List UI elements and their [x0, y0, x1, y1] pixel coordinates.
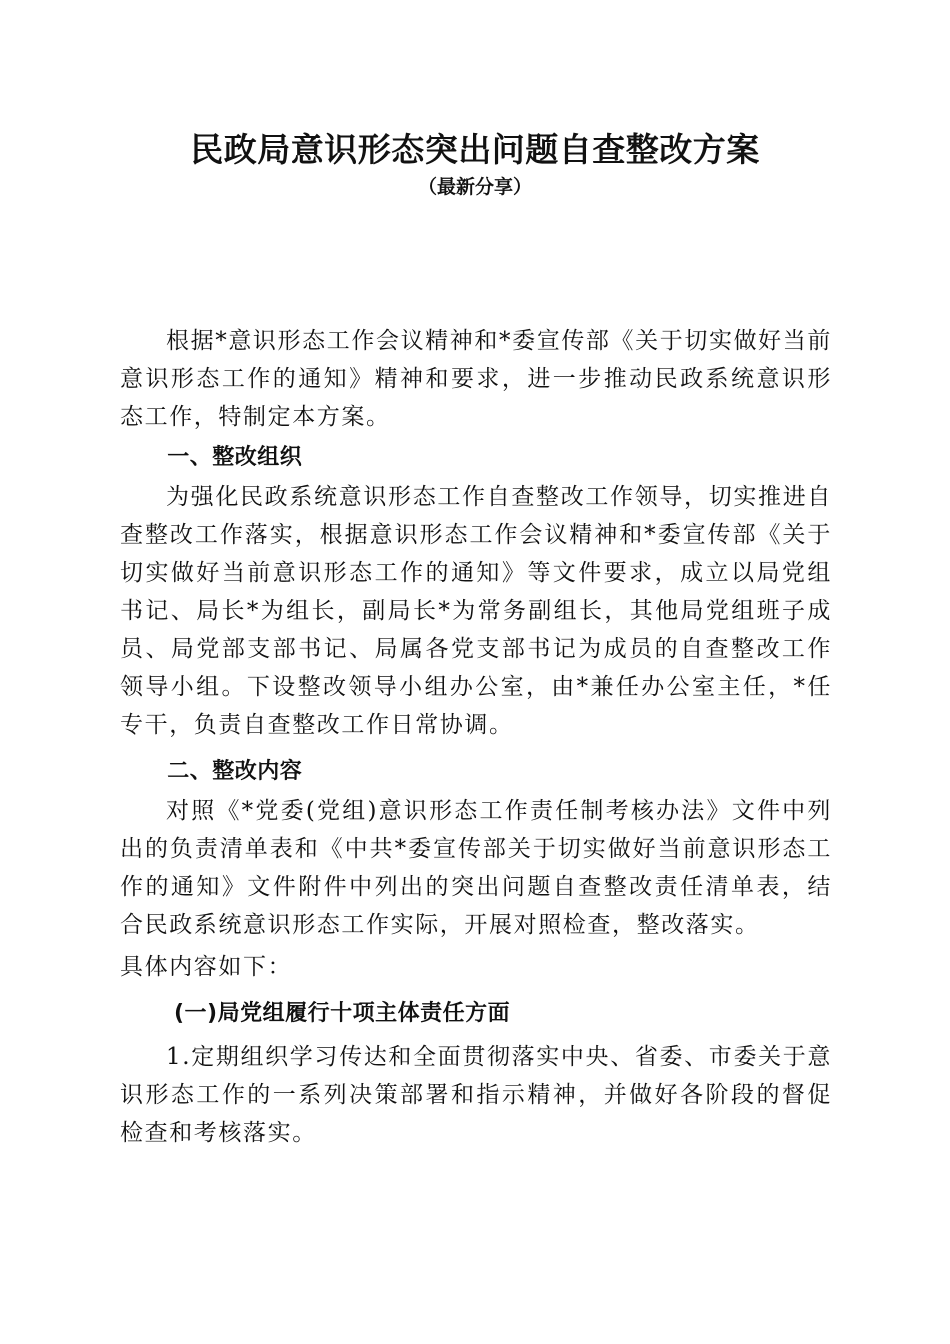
section-heading-content: 二、整改内容 — [167, 759, 303, 784]
document-body — [120, 318, 832, 1152]
list-item-1: 1.定期组织学习传达和全面贯彻落实中央、省委、市委关于意识形态工作的一系列决策部署和指示精神，并做好各阶段的督促检查和考核落实。 — [120, 1044, 832, 1146]
document-subtitle: （最新分享） — [417, 176, 532, 198]
subsection-heading-responsibilities: (一)局党组履行十项主体责任方面 — [174, 1001, 511, 1026]
section-heading-organization: 一、整改组织 — [167, 445, 303, 470]
intro-paragraph: 根据*意识形态工作会议精神和*委宣传部《关于切实做好当前意识形态工作的通知》精神和要求，进一步推动民政系统意识形态工作，特制定本方案。 — [120, 328, 832, 430]
content-continuation: 具体内容如下： — [120, 954, 293, 980]
content-paragraph: 对照《*党委(党组)意识形态工作责任制考核办法》文件中列出的负责清单表和《中共*委宣传部关于切实做好当前意识形态工作的通知》文件附件中列出的突出问题自查整改责任清单表，结合民政系统意识形态工作实际，开展对照检查，整改落实。 — [120, 798, 832, 938]
document-title: 民政局意识形态突出问题自查整改方案 — [190, 130, 760, 169]
organization-paragraph: 为强化民政系统意识形态工作自查整改工作领导，切实推进自查整改工作落实，根据意识形态工作会议精神和*委宣传部《关于切实做好当前意识形态工作的通知》等文件要求，成立以局党组书记、局长*为组长，副局长*为常务副组长，其他局党组班子成员、局党部支部书记、局属各党支部书记为成员的自查整改工作领导小组。下设整改领导小组办公室，由*兼任办公室主任，*任专干，负责自查整改工作日常协调。 — [120, 484, 832, 738]
